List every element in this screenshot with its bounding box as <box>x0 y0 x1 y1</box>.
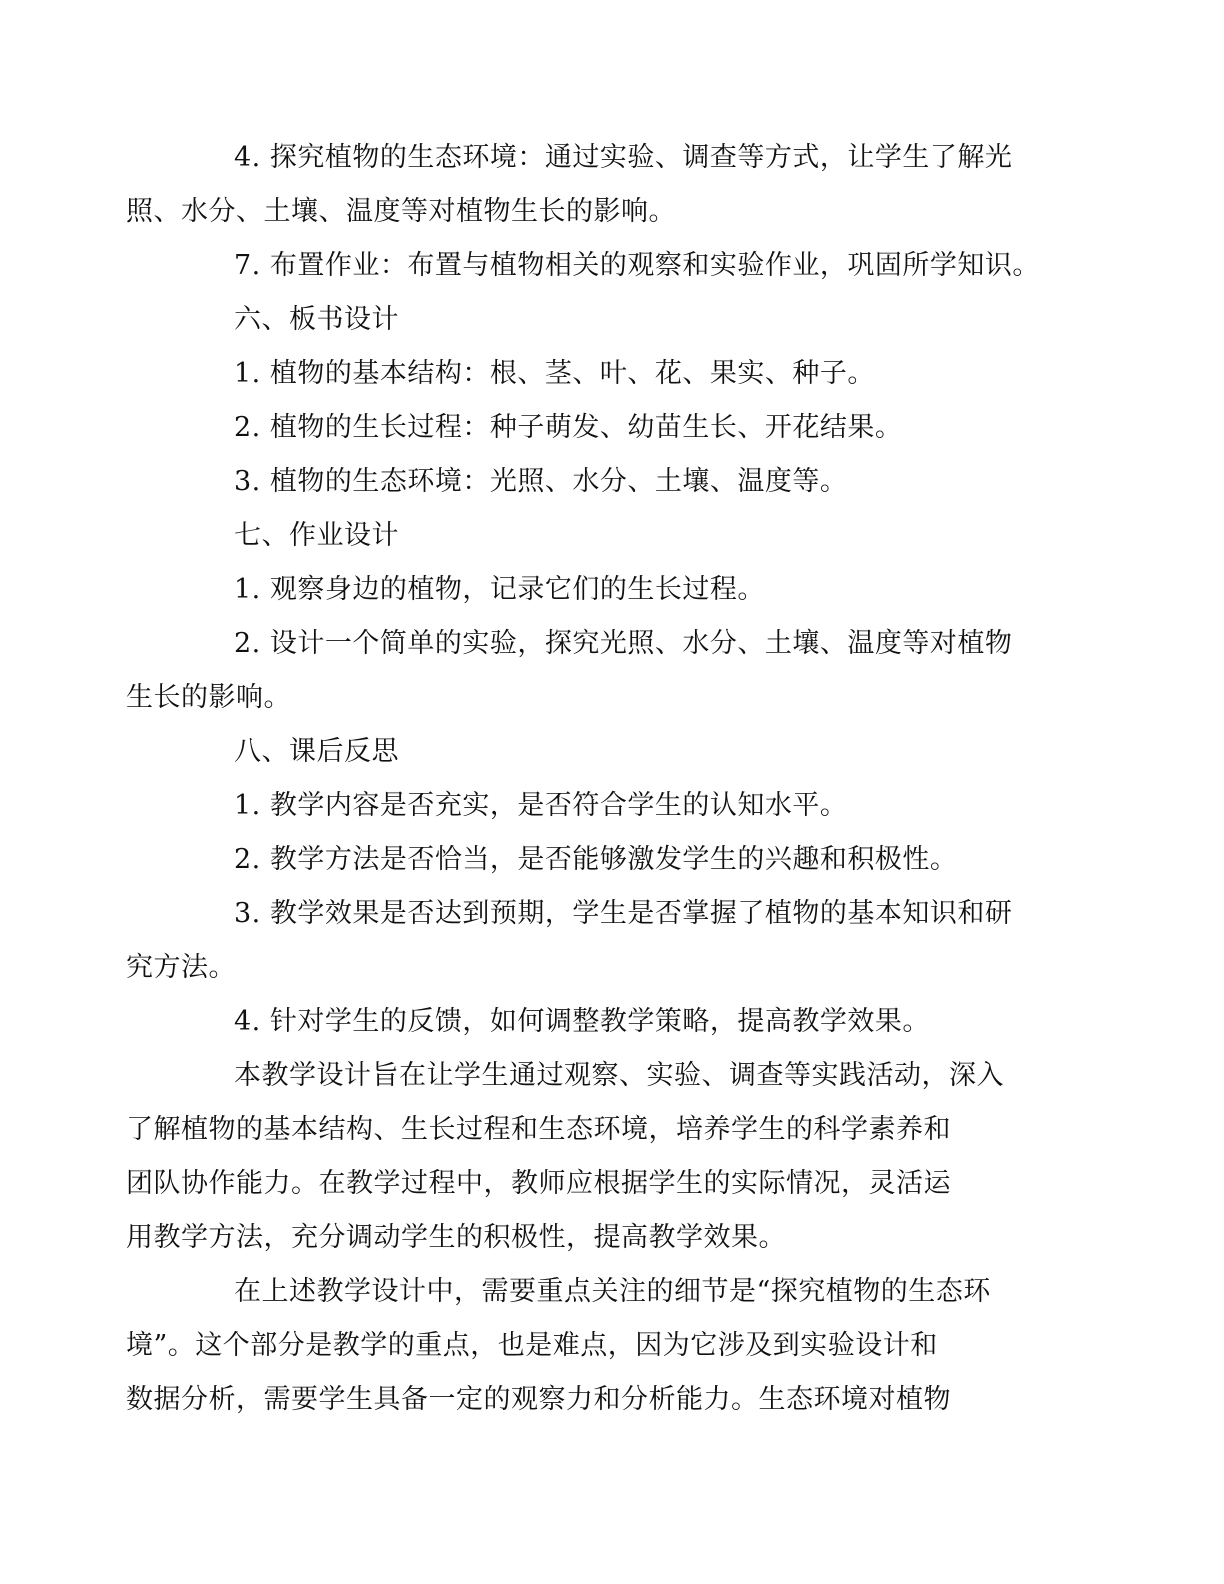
text-line: 4. 探究植物的生态环境：通过实验、调查等方式，让学生了解光 <box>234 142 1013 173</box>
list-item <box>126 887 1060 995</box>
text-line: 八、课后反思 <box>234 736 399 767</box>
list-item <box>180 347 1060 401</box>
text-line: 2. 设计一个简单的实验，探究光照、水分、土壤、温度等对植物 <box>234 628 1013 659</box>
text-line: 照、水分、土壤、温度等对植物生长的影响。 <box>126 196 676 227</box>
section-heading-homework-design <box>180 509 1060 563</box>
list-item <box>180 995 1060 1049</box>
text-line: 数据分析，需要学生具备一定的观察力和分析能力。生态环境对植物 <box>126 1384 951 1415</box>
text-line: 7. 布置作业：布置与植物相关的观察和实验作业，巩固所学知识。 <box>234 250 1040 281</box>
text-line: 用教学方法，充分调动学生的积极性，提高教学效果。 <box>126 1222 786 1253</box>
text-line: 在上述教学设计中，需要重点关注的细节是“探究植物的生态环 <box>234 1276 991 1307</box>
section-heading-board-design <box>180 293 1060 347</box>
text-line: 1. 植物的基本结构：根、茎、叶、花、果实、种子。 <box>234 358 875 389</box>
paragraph-focus-detail <box>126 1265 1060 1427</box>
text-line: 1. 观察身边的植物，记录它们的生长过程。 <box>234 574 765 605</box>
text-line: 3. 植物的生态环境：光照、水分、土壤、温度等。 <box>234 466 848 497</box>
text-line: 2. 教学方法是否恰当，是否能够激发学生的兴趣和积极性。 <box>234 844 958 875</box>
paragraph-homework-assign <box>180 239 1060 293</box>
text-line: 团队协作能力。在教学过程中，教师应根据学生的实际情况，灵活运 <box>126 1168 951 1199</box>
paragraph-inquiry-ecology <box>126 131 1060 239</box>
paragraph-summary <box>126 1049 1060 1265</box>
text-line: 3. 教学效果是否达到预期，学生是否掌握了植物的基本知识和研 <box>234 898 1013 929</box>
text-line: 七、作业设计 <box>234 520 399 551</box>
section-heading-reflection <box>180 725 1060 779</box>
text-line: 六、板书设计 <box>234 304 399 335</box>
text-line: 1. 教学内容是否充实，是否符合学生的认知水平。 <box>234 790 848 821</box>
list-item <box>126 617 1060 725</box>
text-line: 境”。这个部分是教学的重点，也是难点，因为它涉及到实验设计和 <box>126 1330 938 1361</box>
text-line: 2. 植物的生长过程：种子萌发、幼苗生长、开花结果。 <box>234 412 903 443</box>
text-line: 本教学设计旨在让学生通过观察、实验、调查等实践活动，深入 <box>234 1060 1004 1091</box>
text-line: 4. 针对学生的反馈，如何调整教学策略，提高教学效果。 <box>234 1006 930 1037</box>
text-line: 究方法。 <box>126 952 236 983</box>
text-line: 生长的影响。 <box>126 682 291 713</box>
list-item <box>180 833 1060 887</box>
list-item <box>180 455 1060 509</box>
list-item <box>180 563 1060 617</box>
document-body <box>126 131 1060 1427</box>
text-line: 了解植物的基本结构、生长过程和生态环境，培养学生的科学素养和 <box>126 1114 951 1145</box>
list-item <box>180 401 1060 455</box>
list-item <box>180 779 1060 833</box>
